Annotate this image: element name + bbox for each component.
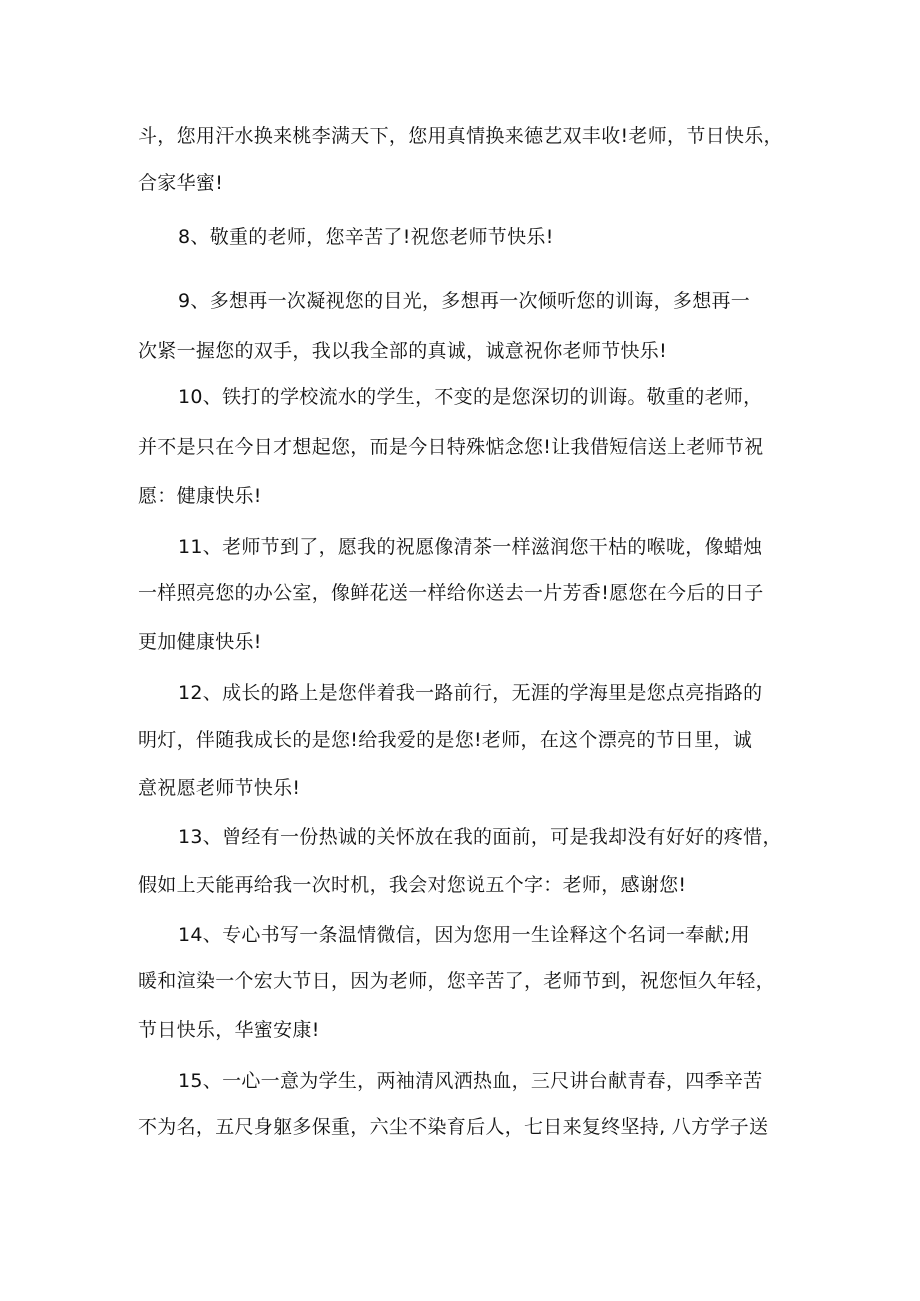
paragraph-15-line-2: 不为名，五尺身躯多保重，六尘不染育后人，七日来复终坚持, 八方学子送: [138, 1116, 769, 1138]
paragraph-13-line-1: 13、曾经有一份热诚的关怀放在我的面前，可是我却没有好好的疼惜，: [178, 826, 782, 848]
paragraph-15-line-1: 15、一心一意为学生，两袖清风洒热血，三尺讲台献青春，四季辛苦: [178, 1070, 763, 1092]
paragraph-10-line-3: 愿：健康快乐!: [138, 485, 262, 507]
paragraph-8-line-1: 8、敬重的老师，您辛苦了!祝您老师节快乐!: [178, 226, 554, 248]
paragraph-14-line-3: 节日快乐，华蜜安康!: [138, 1019, 320, 1041]
paragraph-11-line-2: 一样照亮您的办公室，像鲜花送一样给你送去一片芳香!愿您在今后的日子: [138, 582, 764, 604]
paragraph-12-line-1: 12、成长的路上是您伴着我一路前行，无涯的学海里是您点亮指路的: [178, 682, 763, 704]
paragraph-7-line-2: 合家华蜜!: [138, 172, 224, 194]
paragraph-9-line-1: 9、多想再一次凝视您的目光，多想再一次倾听您的训诲，多想再一: [178, 290, 751, 312]
paragraph-12-line-2: 明灯，伴随我成长的是您!给我爱的是您!老师，在这个漂亮的节日里，诚: [138, 729, 753, 751]
paragraph-10-line-1: 10、铁打的学校流水的学生，不变的是您深切的训诲。敬重的老师，: [178, 386, 763, 408]
paragraph-11-line-1: 11、老师节到了，愿我的祝愿像清茶一样滋润您干枯的喉咙，像蜡烛: [178, 536, 763, 558]
paragraph-7-line-1: 斗，您用汗水换来桃李满天下，您用真情换来德艺双丰收!老师，节日快乐，: [138, 125, 783, 147]
paragraph-9-line-2: 次紧一握您的双手，我以我全部的真诚，诚意祝你老师节快乐!: [138, 340, 668, 362]
paragraph-11-line-3: 更加健康快乐!: [138, 631, 262, 653]
paragraph-12-line-3: 意祝愿老师节快乐!: [138, 777, 301, 799]
paragraph-13-line-2: 假如上天能再给我一次时机，我会对您说五个字：老师，感谢您!: [138, 874, 687, 896]
paragraph-14-line-2: 暖和渲染一个宏大节日，因为老师，您辛苦了，老师节到，祝您恒久年轻，: [138, 970, 775, 992]
paragraph-10-line-2: 并不是只在今日才想起您，而是今日特殊惦念您!让我借短信送上老师节祝: [138, 436, 764, 458]
paragraph-14-line-1: 14、专心书写一条温情微信，因为您用一生诠释这个名词一奉献;用: [178, 924, 750, 946]
